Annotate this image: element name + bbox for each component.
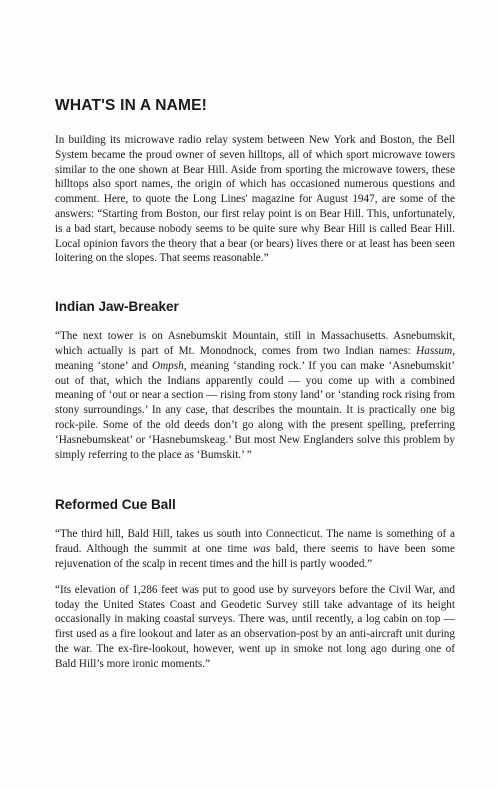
text-run: “The third hill, Bald Hill, takes us south into Connecticut. The name is something of a fraud. Although the summit at one time [55,528,455,556]
emphasis-hassum: Hassum, [416,344,455,357]
section-heading-reformed-cue-ball: Reformed Cue Ball [55,497,176,513]
text-run: meaning ‘standing rock.’ If you can make ‘Asnebumskit’ out of that, which the Indians apparently could — you come up with a combined meaning of ‘out or near a section — rising from stony land’ or ‘standing rock rising from stony surroundings.’ In any case, that describes the mountain. It is practically one big rock-pile. Some of the old deeds don’t go along with the present spelling, preferring ‘Hasnebumskeat’ or ‘Hasnebumskeag.’ But most New Englanders solve this problem by simply referring to the place as ‘Bumskit.’ ” [55,359,455,461]
text-run: bald, there seems to have been some rejuvenation of the scalp in recent times and the hill is partly wooded.” [55,543,455,570]
emphasis-ompsh: Ompsh, [152,359,187,372]
asnebumskit-paragraph [55,329,455,462]
page-content [55,96,455,672]
intro-paragraph: In building its microwave radio relay system between New York and Boston, the Bell System became the proud owner of seven hilltops, all of which sport microwave towers similar to the one shown at Bear Hill. Aside from sporting the microwave towers, these hilltops also sport names, the origin of which has occasioned numerous questions and comment. Here, to quote the Long Lines' magazine for August 1947, are some of the answers: “Starting from Boston, our first relay point is on Bear Hill. This, unfortunately, is a bad start, because nobody seems to be quite sure why Bear Hill is called Bear Hill. Local opinion favors the theory that a bear (or bears) lives there or at least has been seen loitering on the slopes. That seems reasonable.” [55,134,455,265]
section-heading-indian-jaw-breaker: Indian Jaw-Breaker [55,299,179,315]
page-title: WHAT'S IN A NAME! [55,97,208,114]
bald-hill-paragraph [55,527,455,571]
emphasis-was: was [252,543,271,556]
elevation-paragraph: “Its elevation of 1,286 feet was put to good use by surveyors before the Civil War, and today the United States Coast and Geodetic Survey still take advantage of its height occasionally in making coastal surveys. There was, until recently, a log cabin on top — first used as a fire lookout and later as an observation-post by an anti-aircraft unit during the war. The ex-fire-lookout, however, went up in smoke not long ago during one of Bald Hill’s more ironic moments.” [55,583,455,670]
text-run: “The next tower is on Asnebumskit Mountain, still in Massachusetts. Asnebumskit, which actually is part of Mt. Monodnock, comes from two Indian names: [55,330,455,357]
text-run: meaning ‘stone’ and [55,359,153,372]
